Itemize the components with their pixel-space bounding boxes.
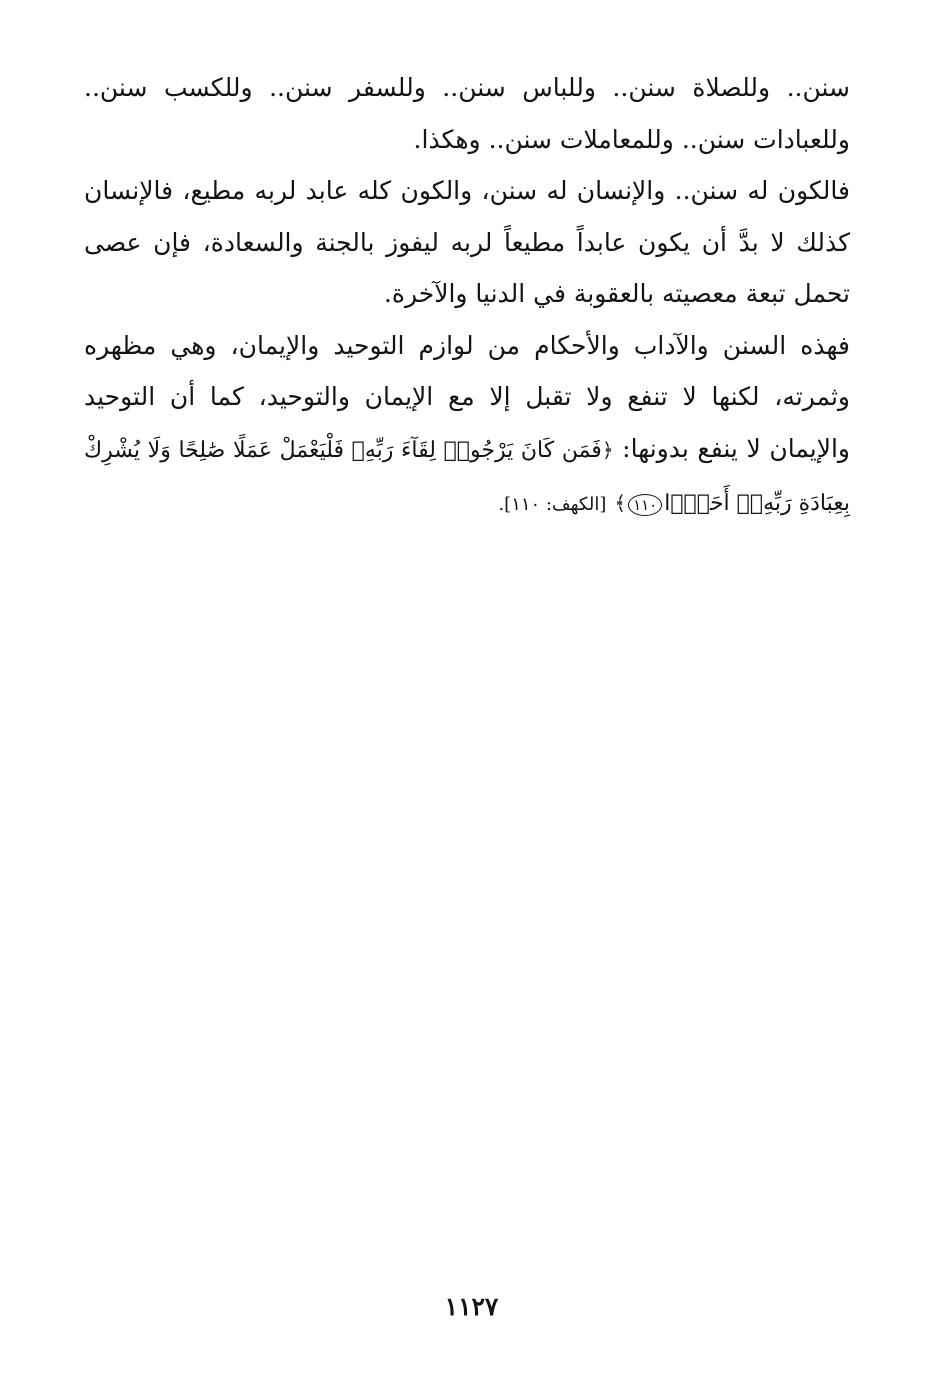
paragraph-2: فالكون له سنن.. والإنسان له سنن، والكون كله عابد لربه مطيع، فالإنسان كذلك لا بدَّ أن يكون عابداً مطيعاً لربه ليفوز بالجنة والسعادة، فإن عصى تحمل تبعة معصيته بالعقوبة في الدنيا والآخرة.: [84, 176, 850, 308]
body-text: [84, 62, 850, 531]
paragraph-3: [84, 320, 850, 531]
paragraph-3-text: فهذه السنن والآداب والأحكام من لوازم التوحيد والإيمان، وهي مظهره وثمرته، لكنها لا تنفع ولا تقبل إلا مع الإيمان والتوحيد، كما أن التوحيد والإيمان لا ينفع بدونها:: [84, 330, 850, 463]
verse-citation: [الكهف: ١١٠].: [498, 494, 607, 515]
quran-verse: فَمَن كَانَ يَرْجُوا۟ لِقَآءَ رَبِّهِۦ فَلْيَعْمَلْ عَمَلًا صَٰلِحًا وَلَا يُشْرِكْ بِعِبَادَةِ رَبِّهِۦٓ أَحَدًۢا: [84, 437, 850, 516]
quran-open-bracket: ﴿: [601, 437, 614, 462]
page-number: ١١٢٧: [444, 1292, 499, 1321]
quran-close-bracket: ﴾: [614, 491, 627, 515]
paragraph-1: سنن.. وللصلاة سنن.. وللباس سنن.. وللسفر سنن.. وللكسب سنن.. وللعبادات سنن.. وللمعاملات سنن.. وهكذا.: [84, 73, 850, 154]
ayah-number-marker: ١١٠: [628, 494, 662, 516]
